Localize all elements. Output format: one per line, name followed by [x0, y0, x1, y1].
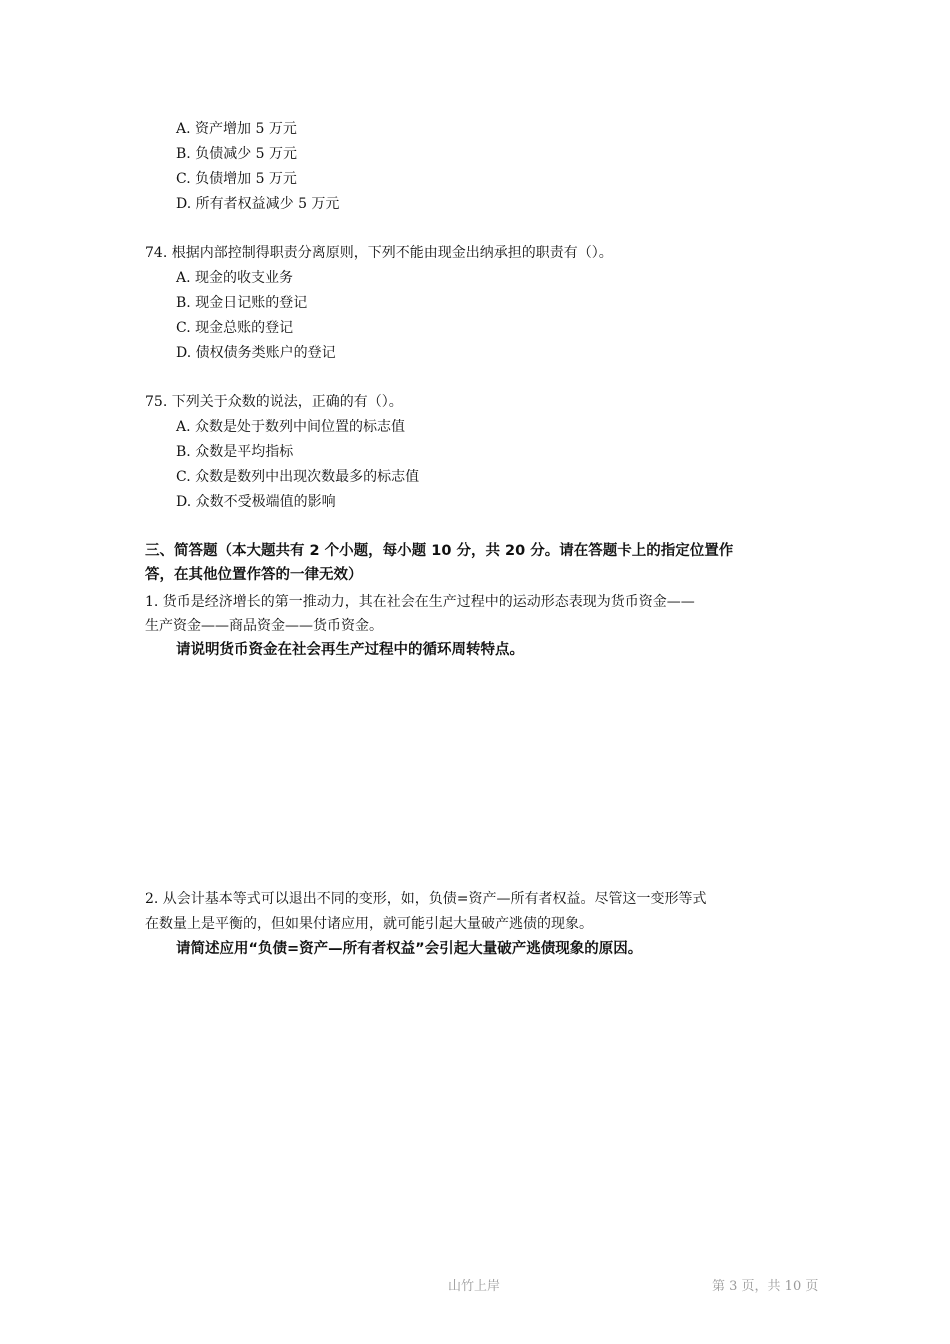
section3-heading-line1: 三、简答题（本大题共有 2 个小题，每小题 10 分，共 20 分。请在答题卡上的指定位置作	[145, 543, 734, 559]
q73-option-a: A. 资产增加 5 万元	[176, 121, 297, 137]
section3-heading-line2: 答，在其他位置作答的一律无效）	[145, 567, 363, 583]
footer-watermark-text: 山竹上岸	[448, 1279, 501, 1294]
sq1-prompt: 请说明货币资金在社会再生产过程中的循环周转特点。	[176, 642, 524, 658]
q75-stem: 75. 下列关于众数的说法，正确的有（）。	[145, 394, 403, 410]
q73-option-c: C. 负债增加 5 万元	[176, 171, 297, 187]
sq1-text-line2: 生产资金——商品资金——货币资金。	[145, 618, 383, 634]
q75-option-d: D. 众数不受极端值的影响	[176, 494, 336, 510]
footer-page-number: 第 3 页，共 10 页	[712, 1279, 819, 1294]
sq2-text-line2: 在数量上是平衡的，但如果付诸应用，就可能引起大量破产逃债的现象。	[145, 916, 593, 932]
q74-option-c: C. 现金总账的登记	[176, 320, 294, 336]
q75-option-b: B. 众数是平均指标	[176, 444, 294, 460]
q74-option-b: B. 现金日记账的登记	[176, 295, 308, 311]
q74-option-a: A. 现金的收支业务	[176, 270, 294, 286]
sq1-text-line1: 1. 货币是经济增长的第一推动力，其在社会在生产过程中的运动形态表现为货币资金——	[145, 594, 695, 610]
q74-stem: 74. 根据内部控制得职责分离原则，下列不能由现金出纳承担的职责有（）。	[145, 245, 613, 261]
q73-option-d: D. 所有者权益减少 5 万元	[176, 196, 340, 212]
q75-option-c: C. 众数是数列中出现次数最多的标志值	[176, 469, 420, 485]
sq2-text-line1: 2. 从会计基本等式可以退出不同的变形，如，负债=资产—所有者权益。尽管这一变形等式	[145, 891, 707, 907]
q74-option-d: D. 债权债务类账户的登记	[176, 345, 336, 361]
sq2-prompt: 请简述应用“负债=资产—所有者权益”会引起大量破产逃债现象的原因。	[176, 941, 643, 957]
q73-option-b: B. 负债减少 5 万元	[176, 146, 297, 162]
q75-option-a: A. 众数是处于数列中间位置的标志值	[176, 419, 406, 435]
